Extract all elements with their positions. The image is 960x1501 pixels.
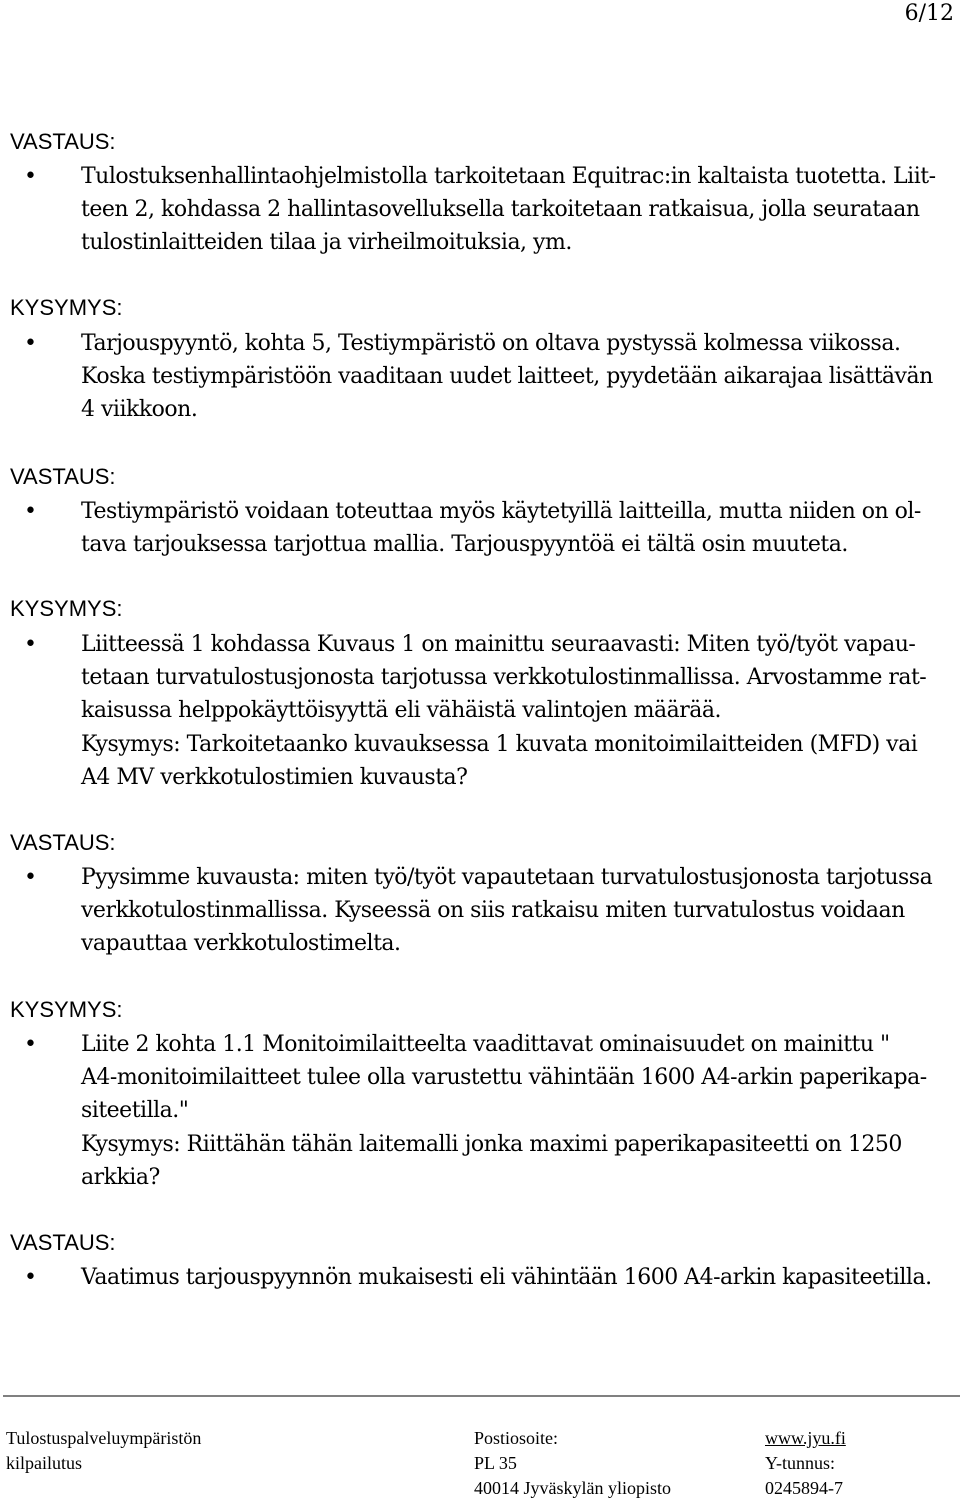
text-line: vapauttaa verkkotulostimelta. xyxy=(81,931,401,956)
section-label-question: KYSYMYS: xyxy=(10,596,123,621)
text-line: tetaan turvatulostusjonosta tarjotussa verkkotulostinmallissa. Arvostamme rat- xyxy=(81,665,927,690)
footer-project-title: Tulostuspalveluympäristön xyxy=(6,1428,202,1448)
section-label-answer: VASTAUS: xyxy=(10,830,116,855)
text-line: verkkotulostinmallissa. Kyseessä on siis ratkaisu miten turvatulostus voidaan xyxy=(81,898,905,923)
bullet-icon: • xyxy=(24,331,37,356)
bullet-icon: • xyxy=(24,865,37,890)
section-label-answer: VASTAUS: xyxy=(10,464,116,489)
text-line: siteetilla." xyxy=(81,1098,189,1123)
text-line: Kysymys: Riittähän tähän laitemalli jonka maximi paperikapasiteetti on 1250 xyxy=(81,1132,902,1157)
text-line: kaisussa helppokäyttöisyyttä eli vähäistä valintojen määrää. xyxy=(81,698,721,723)
text-line: A4-monitoimilaitteet tulee olla varustettu vähintään 1600 A4-arkin paperikapa- xyxy=(81,1065,927,1090)
text-line: arkkia? xyxy=(81,1165,160,1190)
text-line: Koska testiympäristöön vaaditaan uudet laitteet, pyydetään aikarajaa lisättävän xyxy=(81,364,933,389)
footer-project-title: kilpailutus xyxy=(6,1453,82,1473)
text-line: Tarjouspyyntö, kohta 5, Testiympäristö on oltava pystyssä kolmessa viikossa. xyxy=(81,331,901,356)
section-label-question: KYSYMYS: xyxy=(10,295,123,320)
footer-address-label: Postiosoite: xyxy=(474,1428,559,1448)
text-line: Testiympäristö voidaan toteuttaa myös käytetyillä laitteilla, mutta niiden on ol- xyxy=(81,499,921,524)
bullet-icon: • xyxy=(24,632,37,657)
footer-divider xyxy=(3,1395,960,1397)
section-label-answer: VASTAUS: xyxy=(10,1230,116,1255)
bullet-icon: • xyxy=(24,1265,37,1290)
text-line: tava tarjouksessa tarjottua mallia. Tarjouspyyntöä ei tältä osin muuteta. xyxy=(81,532,848,557)
bullet-icon: • xyxy=(24,1032,37,1057)
text-line: Kysymys: Tarkoitetaanko kuvauksessa 1 kuvata monitoimilaitteiden (MFD) vai xyxy=(81,732,918,757)
text-line: Liitteessä 1 kohdassa Kuvaus 1 on mainittu seuraavasti: Miten työ/työt vapau- xyxy=(81,632,916,657)
text-line: Liite 2 kohta 1.1 Monitoimilaitteelta vaadittavat ominaisuudet on mainittu " xyxy=(81,1032,890,1057)
footer-business-id: 0245894-7 xyxy=(765,1478,843,1498)
bullet-icon: • xyxy=(24,499,37,524)
text-line: Pyysimme kuvausta: miten työ/työt vapautetaan turvatulostusjonosta tarjotussa xyxy=(81,865,933,890)
section-label-question: KYSYMYS: xyxy=(10,997,123,1022)
footer-address-line: PL 35 xyxy=(474,1453,517,1473)
text-line: tulostinlaitteiden tilaa ja virheilmoituksia, ym. xyxy=(81,230,572,255)
footer-address-line: 40014 Jyväskylän yliopisto xyxy=(474,1478,671,1498)
text-line: teen 2, kohdassa 2 hallintasovelluksella tarkoitetaan ratkaisua, jolla seurataan xyxy=(81,197,920,222)
section-label-answer: VASTAUS: xyxy=(10,129,116,154)
bullet-icon: • xyxy=(24,164,37,189)
text-line: Vaatimus tarjouspyynnön mukaisesti eli vähintään 1600 A4-arkin kapasiteetilla. xyxy=(81,1265,932,1290)
text-line: Tulostuksenhallintaohjelmistolla tarkoitetaan Equitrac:in kaltaista tuotetta. Liit- xyxy=(81,164,936,189)
text-line: A4 MV verkkotulostimien kuvausta? xyxy=(81,765,468,790)
footer-website-link[interactable]: www.jyu.fi xyxy=(765,1428,846,1448)
footer-business-id-label: Y-tunnus: xyxy=(765,1453,836,1473)
text-line: 4 viikkoon. xyxy=(81,397,198,422)
page-number: 6/12 xyxy=(904,1,954,26)
